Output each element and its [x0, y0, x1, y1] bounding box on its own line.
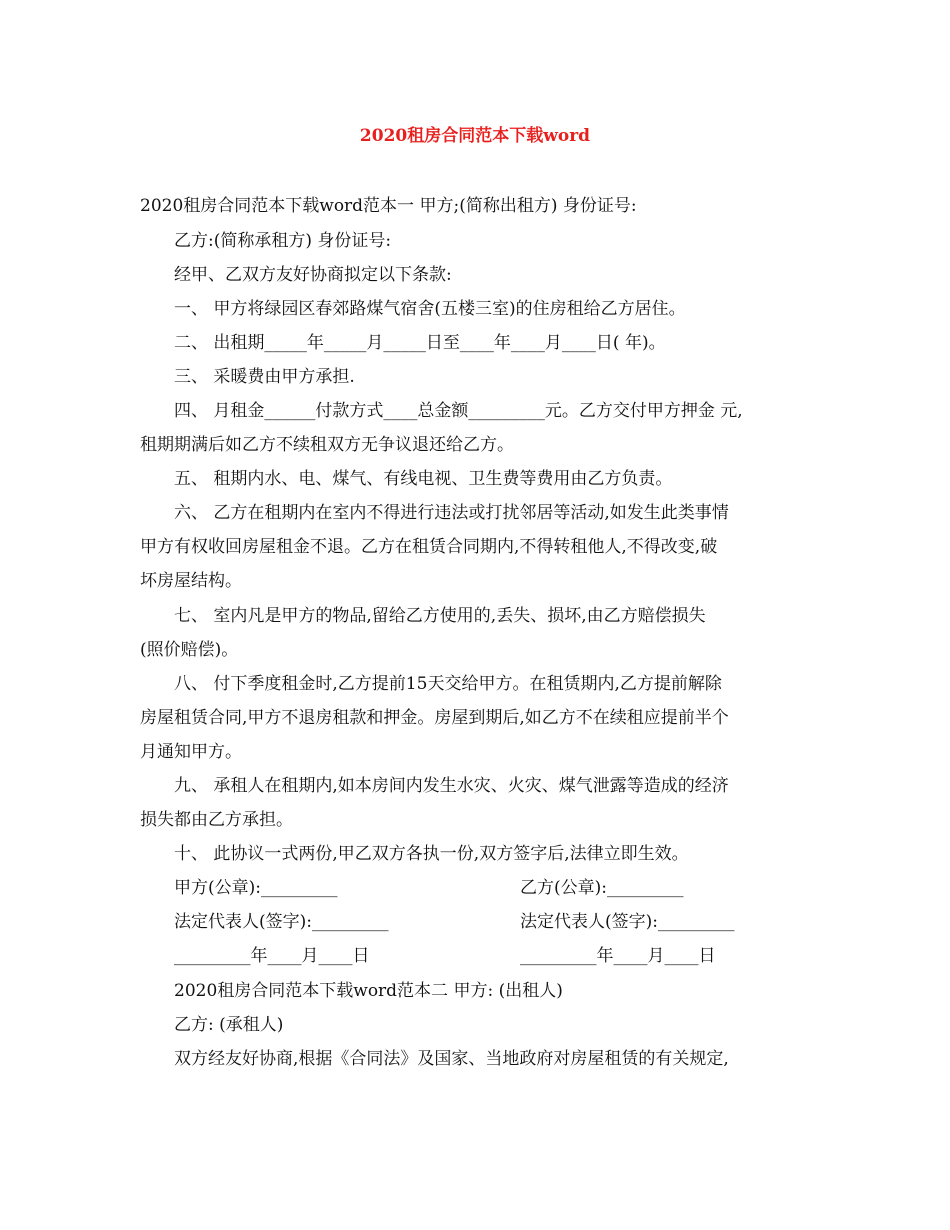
- paragraph-line: 2020租房合同范本下载word范本一 甲方;(简称出租方) 身份证号:: [140, 196, 637, 216]
- party-a-date: _________年____月____日: [174, 946, 370, 966]
- party-b-representative: 法定代表人(签字):_________: [520, 912, 735, 932]
- party-a-seal: 甲方(公章):_________: [174, 878, 338, 898]
- clause-5: 五、 租期内水、电、煤气、有线电视、卫生费等费用由乙方负责。: [174, 469, 673, 489]
- paragraph-line: 双方经友好协商,根据《合同法》及国家、当地政府对房屋租赁的有关规定,: [174, 1049, 729, 1069]
- clause-6: 六、 乙方在租期内在室内不得进行违法或打扰邻居等活动,如发生此类事情: [174, 503, 729, 523]
- paragraph-line: 月通知甲方。: [140, 742, 242, 762]
- paragraph-line: 房屋租赁合同,甲方不退房租款和押金。房屋到期后,如乙方不在续租应提前半个: [140, 708, 729, 728]
- clause-10: 十、 此协议一式两份,甲乙双方各执一份,双方签字后,法律立即生效。: [174, 844, 689, 864]
- party-a-representative: 法定代表人(签字):_________: [174, 912, 389, 932]
- clause-7: 七、 室内凡是甲方的物品,留给乙方使用的,丢失、损坏,由乙方赔偿损失: [174, 606, 706, 626]
- party-b-seal: 乙方(公章):_________: [520, 878, 684, 898]
- clause-3: 三、 采暖费由甲方承担.: [174, 367, 355, 387]
- clause-1: 一、 甲方将绿园区春郊路煤气宿舍(五楼三室)的住房租给乙方居住。: [174, 299, 686, 319]
- clause-8: 八、 付下季度租金时,乙方提前15天交给甲方。在租赁期内,乙方提前解除: [174, 674, 722, 694]
- paragraph-line: 2020租房合同范本下载word范本二 甲方: (出租人): [174, 981, 563, 1001]
- clause-4: 四、 月租金______付款方式____总金额_________元。乙方交付甲方押金 元,: [174, 401, 743, 421]
- paragraph-line: (照价赔偿)。: [140, 640, 239, 660]
- paragraph-line: 经甲、乙双方友好协商拟定以下条款:: [174, 265, 452, 285]
- clause-9: 九、 承租人在租期内,如本房间内发生水灾、火灾、煤气泄露等造成的经济: [174, 776, 729, 796]
- paragraph-line: 乙方:(简称承租方) 身份证号:: [174, 231, 392, 251]
- clause-2: 二、 出租期_____年_____月_____日至____年____月____日( 年)。: [174, 333, 666, 353]
- paragraph-line: 租期期满后如乙方不续租双方无争议退还给乙方。: [140, 435, 514, 455]
- paragraph-line: 损失都由乙方承担。: [140, 810, 293, 830]
- document-title: 2020租房合同范本下载word: [359, 126, 591, 146]
- party-b-date: _________年____月____日: [520, 946, 716, 966]
- paragraph-line: 乙方: (承租人): [174, 1015, 284, 1035]
- paragraph-line: 甲方有权收回房屋租金不退。乙方在租赁合同期内,不得转租他人,不得改变,破: [140, 537, 718, 557]
- paragraph-line: 坏房屋结构。: [140, 571, 242, 591]
